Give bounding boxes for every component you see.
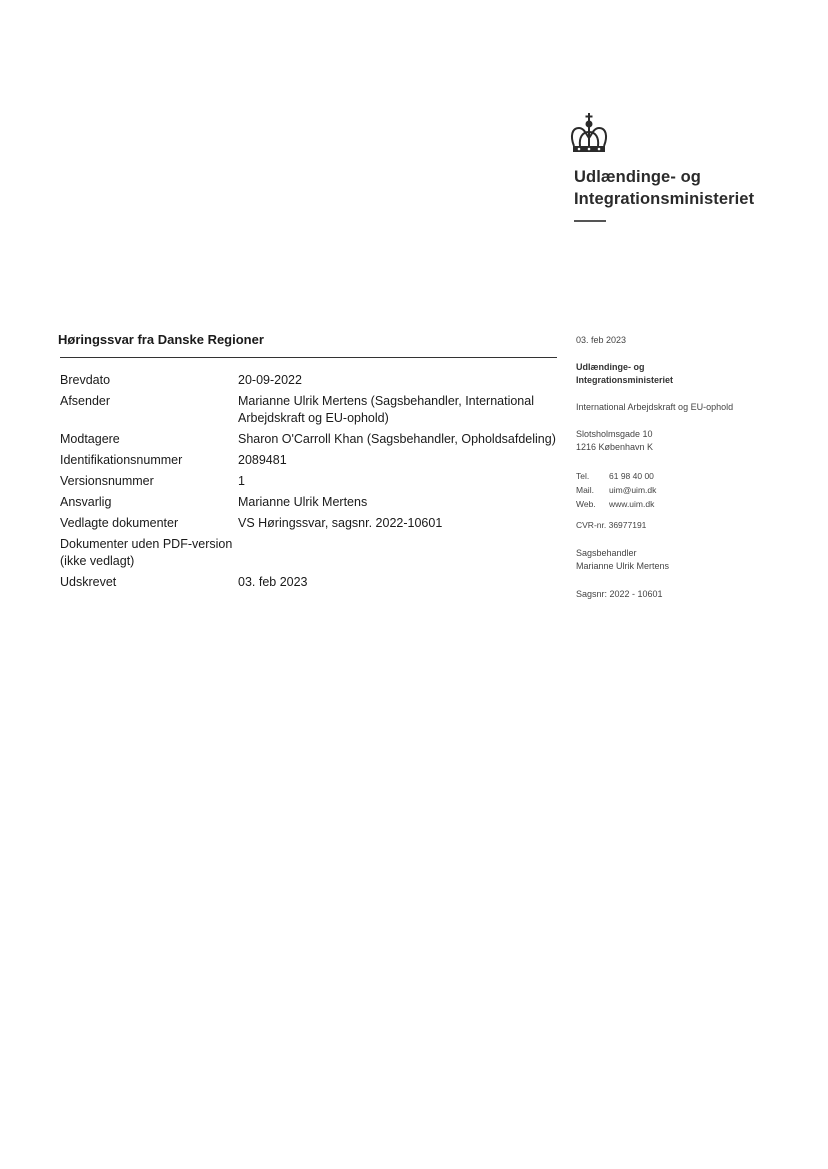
contact-value: uim@uim.dk [609, 485, 657, 495]
row-label: Versionsnummer [60, 474, 154, 488]
sidebar-department: International Arbejdskraft og EU-ophold [576, 402, 734, 412]
row-label: Modtagere [60, 432, 120, 446]
row-value: 1 [238, 474, 245, 488]
row-value: Marianne Ulrik Mertens (Sagsbehandler, International Arbejdskraft og EU-ophold) [238, 394, 534, 425]
contact-web [576, 497, 796, 511]
contact-key: Mail. [576, 485, 594, 495]
contact-key: Tel. [576, 471, 590, 481]
row-value [238, 536, 560, 574]
row-label: Dokumenter uden PDF-version (ikke vedlagt) [60, 537, 233, 568]
table-row [60, 473, 560, 494]
sidebar-address [576, 428, 796, 454]
ministry-name-line1: Udlændinge- og [574, 168, 701, 186]
row-value: 2089481 [238, 453, 287, 467]
table-row [60, 494, 560, 515]
row-label: Identifikationsnummer [60, 453, 183, 467]
row-label: Vedlagte dokumenter [60, 516, 179, 530]
sidebar-contact [576, 469, 796, 511]
title-divider [60, 357, 557, 358]
sidebar-ministry-line1: Udlændinge- og [576, 362, 645, 372]
row-label: Afsender [60, 394, 111, 408]
ministry-name [574, 166, 784, 210]
logo-underline [574, 220, 606, 222]
letter-date: 03. feb 2023 [576, 335, 627, 345]
row-label: Brevdato [60, 373, 111, 387]
ministry-name-line2: Integrationsministeriet [574, 190, 755, 208]
sidebar-case-number: Sagsnr: 2022 - 10601 [576, 589, 663, 599]
contact-mail [576, 483, 796, 497]
handler-name: Marianne Ulrik Mertens [576, 561, 670, 571]
row-label: Udskrevet [60, 575, 117, 589]
sidebar-cvr: CVR-nr. 36977191 [576, 520, 647, 530]
crown-icon [566, 112, 612, 156]
sidebar-ministry-line2: Integrationsministeriet [576, 375, 674, 385]
table-row [60, 372, 560, 393]
metadata-table [60, 372, 560, 595]
table-row [60, 574, 560, 595]
sidebar-handler [576, 547, 796, 573]
table-row [60, 393, 560, 431]
handler-label: Sagsbehandler [576, 548, 637, 558]
table-row [60, 431, 560, 452]
table-row [60, 515, 560, 536]
row-value: VS Høringssvar, sagsnr. 2022-10601 [238, 516, 443, 530]
row-label: Ansvarlig [60, 495, 112, 509]
contact-value: 61 98 40 00 [609, 471, 654, 481]
table-row [60, 452, 560, 473]
sidebar-ministry [576, 361, 796, 387]
row-value: 03. feb 2023 [238, 575, 308, 589]
address-street: Slotsholmsgade 10 [576, 429, 653, 439]
row-value: Marianne Ulrik Mertens [238, 495, 368, 509]
table-row [60, 536, 560, 574]
row-value: 20-09-2022 [238, 373, 302, 387]
document-title: Høringssvar fra Danske Regioner [58, 332, 264, 347]
address-city: 1216 København K [576, 442, 654, 452]
contact-key: Web. [576, 499, 596, 509]
row-value: Sharon O'Carroll Khan (Sagsbehandler, Opholdsafdeling) [238, 432, 556, 446]
contact-phone [576, 469, 796, 483]
contact-value: www.uim.dk [609, 499, 655, 509]
